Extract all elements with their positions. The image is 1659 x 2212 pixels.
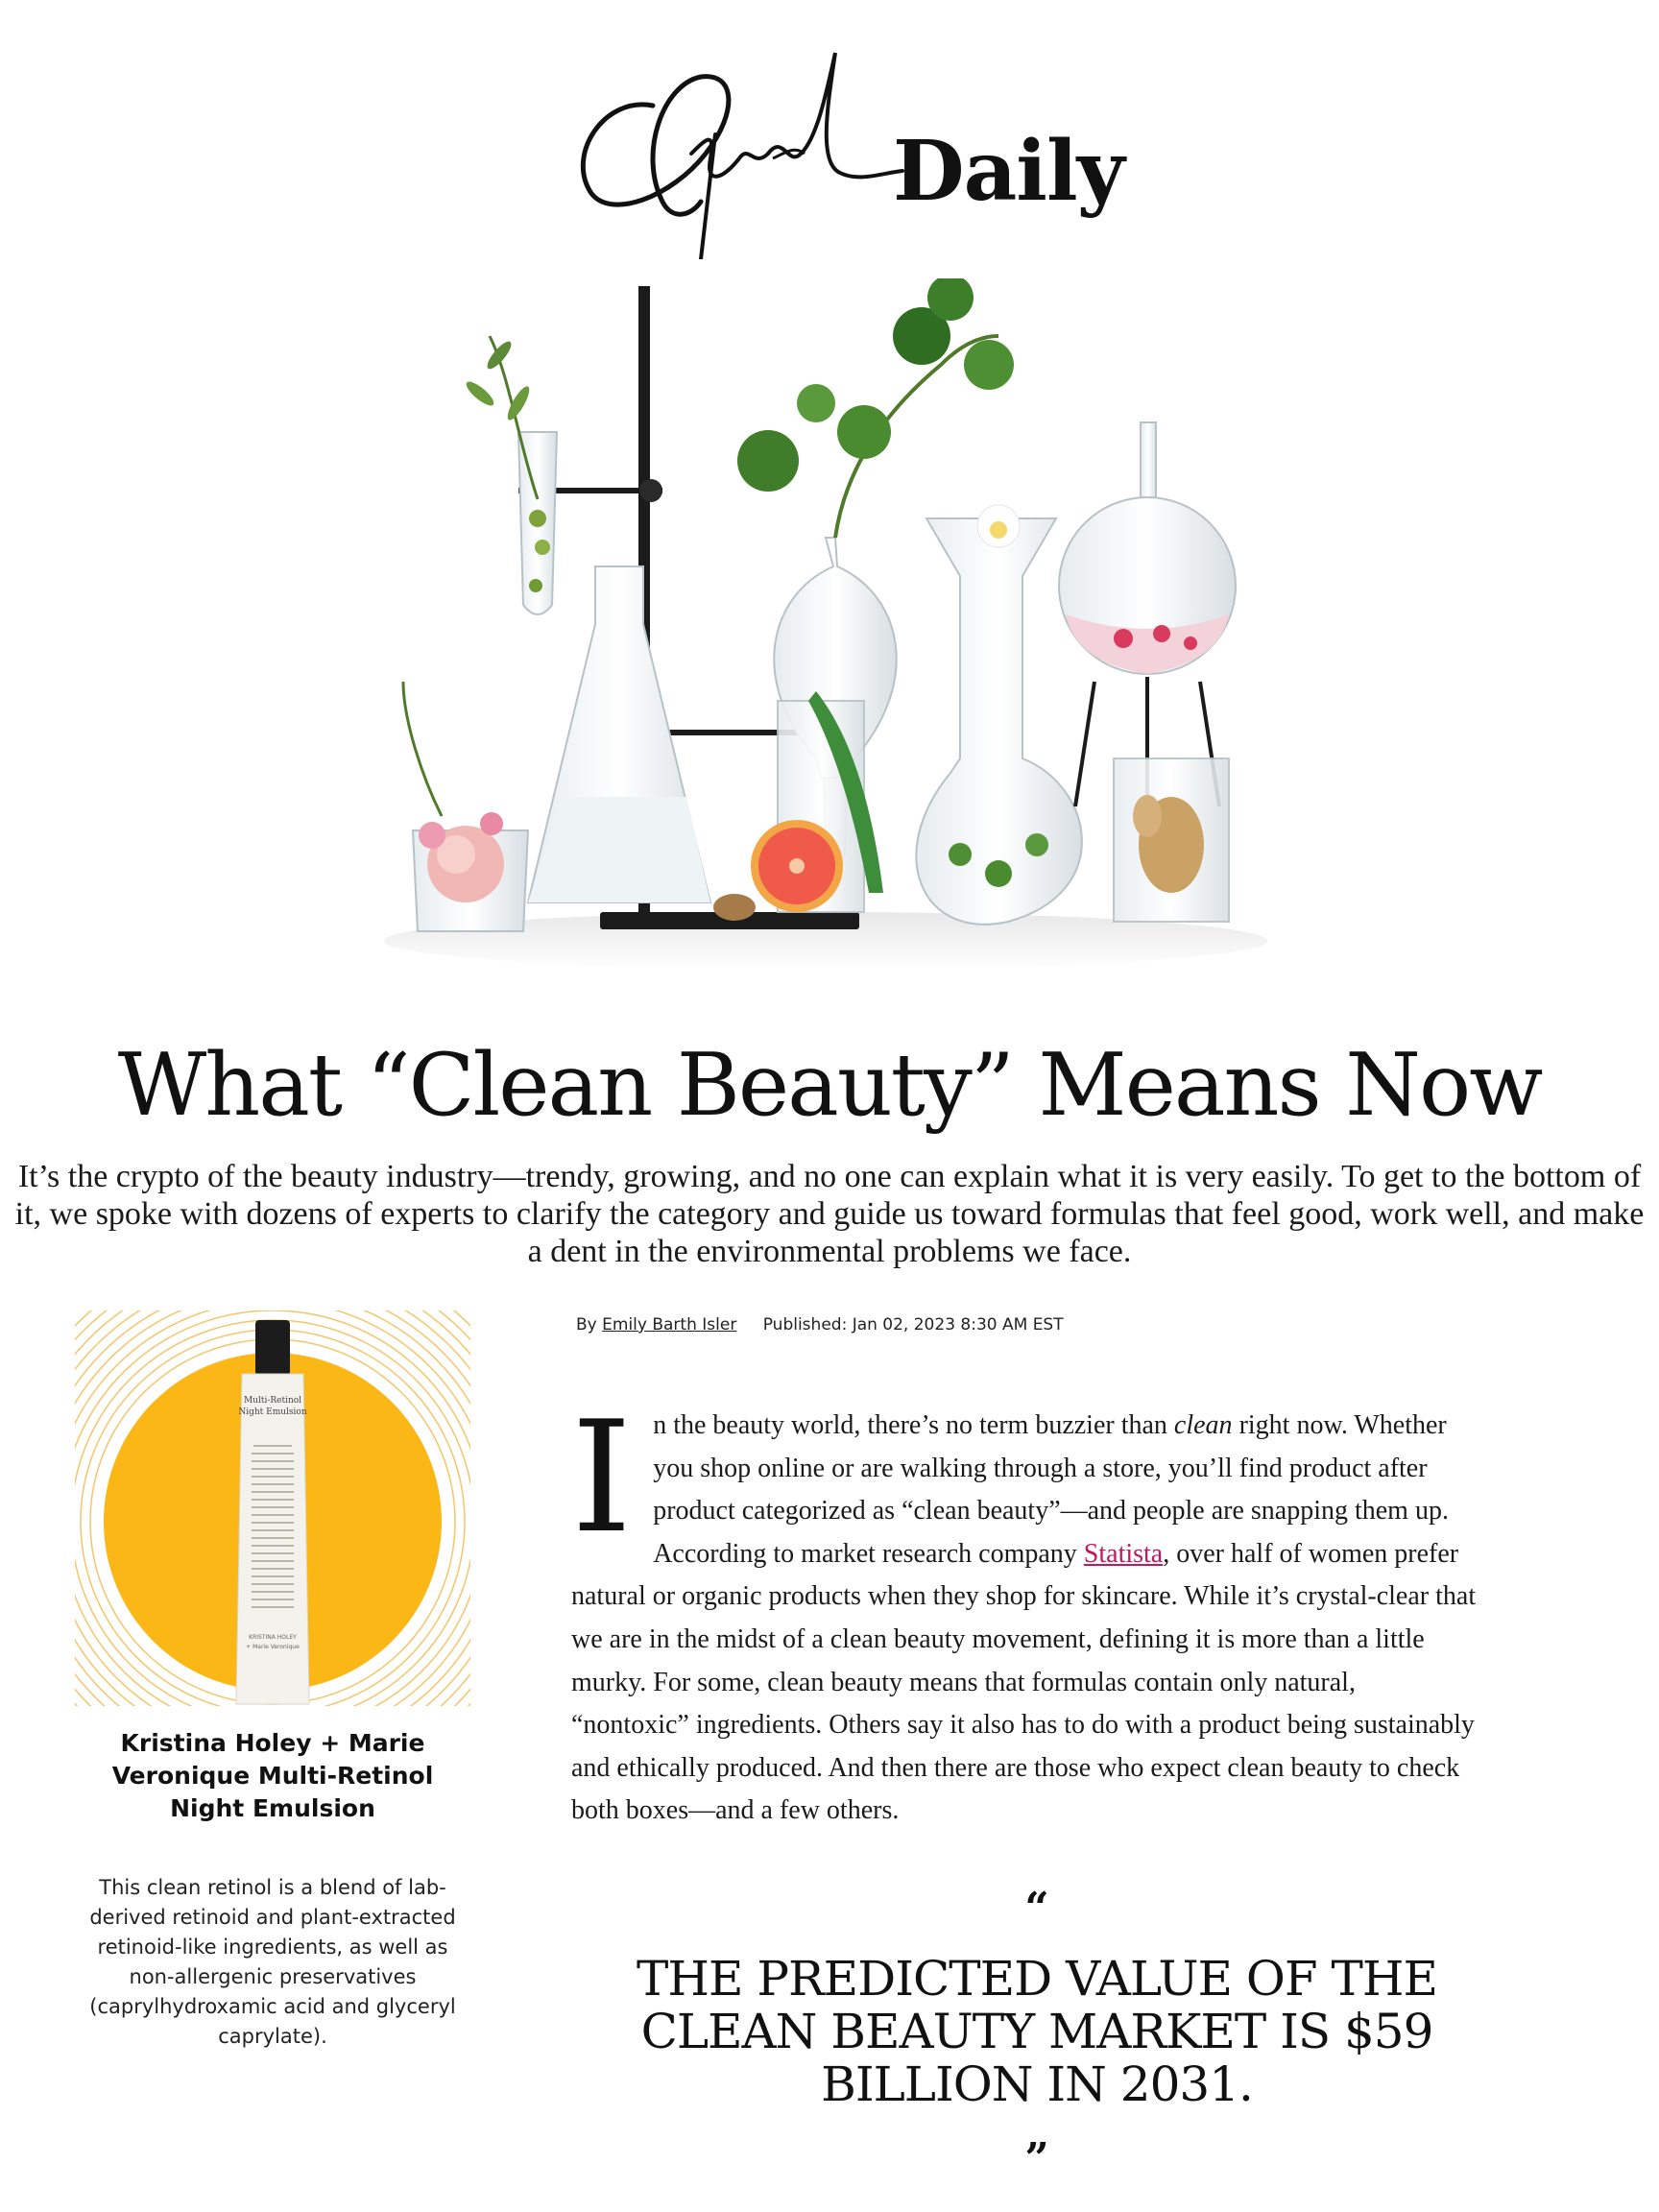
product-card[interactable] — [75, 1310, 470, 2052]
tube-label-line1: Multi-Retinol — [243, 1396, 302, 1406]
product-description: This clean retinol is a blend of lab-derived retinoid and plant-extracted retinoid-like ingredients, as well as non-allergenic preservatives (caprylhydroxamic acid and glyceryl caprylate). — [89, 1876, 456, 2048]
masthead — [0, 29, 1659, 250]
pull-quote — [576, 1884, 1498, 2183]
author-link[interactable]: Emily Barth Isler — [602, 1315, 737, 1334]
statista-link[interactable]: Statista — [1083, 1538, 1164, 1569]
hero-image — [365, 278, 1294, 989]
close-quote-mark: ” — [1024, 2134, 1049, 2183]
tube-label-line2: Night Emulsion — [238, 1407, 307, 1417]
emphasis-clean: clean — [1173, 1410, 1233, 1440]
product-image[interactable] — [75, 1310, 470, 1706]
byline-prefix: By — [576, 1315, 597, 1334]
open-quote-mark: “ — [1024, 1884, 1049, 1933]
tube-brand-line2: + Marie Veronique — [246, 1644, 300, 1650]
product-name[interactable]: Kristina Holey + Marie Veronique Multi-Retinol Night Emulsion — [111, 1729, 434, 1822]
byline — [576, 1315, 1064, 1334]
logo-wordmark: Daily — [893, 123, 1124, 220]
article-body — [571, 1387, 1479, 1833]
article-paragraph — [571, 1387, 1479, 1833]
article-title: What “Clean Beauty” Means Now — [117, 1035, 1542, 1136]
paragraph-text-part2: right now. Whether you shop online or are walking through a store, you’ll find product after product categorized as “clean beauty”—and people are snapping them up. According to market research company — [653, 1410, 1449, 1569]
tube-brand-line1: KRISTINA HOLEY — [249, 1634, 297, 1641]
publish-date: Published: Jan 02, 2023 8:30 AM EST — [762, 1315, 1064, 1334]
article-dek: It’s the crypto of the beauty industry—trendy, growing, and no one can explain what it is very easily. To get to the bottom of it, we spoke with dozens of experts to clarify the category and guide us toward formulas that feel good, work well, and make a dent in the environmental problems we face. — [14, 1159, 1645, 1269]
tube-cap — [255, 1320, 290, 1376]
logo-script-signature — [547, 38, 912, 259]
pull-quote-text: THE PREDICTED VALUE OF THE CLEAN BEAUTY MARKET IS $59 BILLION IN 2031. — [637, 1951, 1437, 2112]
paragraph-text-part1: n the beauty world, there’s no term buzzier than — [653, 1410, 1174, 1440]
drop-cap: I — [571, 1387, 633, 1567]
lab-glassware-illustration — [365, 278, 1294, 989]
paragraph-text-part3: , over half of women prefer natural or organic products when they shop for skincare. While it’s crystal-clear that we are in the midst of a clean beauty movement, defining it is more than a little murky. For some, clean beauty means that formulas contain only natural, “nontoxic” ingredients. Others say it also has to do with a product being sustainably and ethically produced. And then there are those who expect clean beauty to check both boxes—and a few others. — [571, 1538, 1477, 1826]
site-logo[interactable] — [547, 38, 1123, 259]
